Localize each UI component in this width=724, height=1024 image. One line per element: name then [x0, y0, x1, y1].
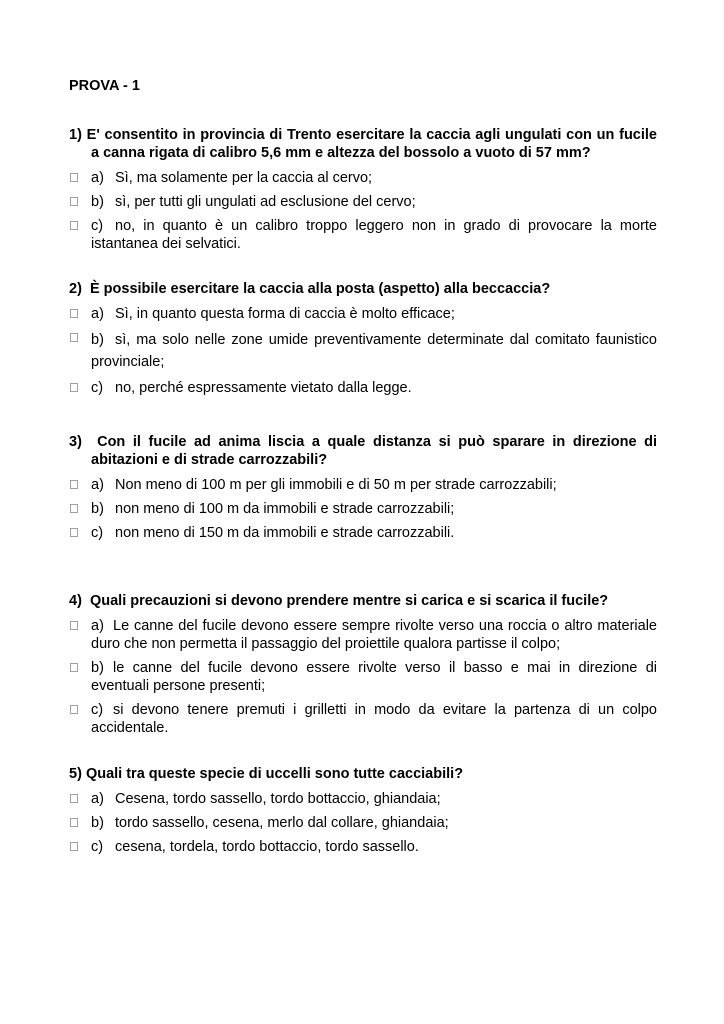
option-b[interactable]: b) sì, per tutti gli ungulati ad esclusione del cervo;: [69, 193, 657, 211]
option-b[interactable]: b) sì, ma solo nelle zone umide preventivamente determinate dal comitato faunistico provinciale;: [69, 329, 657, 373]
option-c[interactable]: c) cesena, tordela, tordo bottaccio, tordo sassello.: [69, 838, 657, 856]
checkbox-icon[interactable]: [70, 221, 78, 230]
question-text: 2) È possibile esercitare la caccia alla posta (aspetto) alla beccaccia?: [69, 281, 551, 297]
question-3: [69, 433, 657, 548]
question-4: [69, 592, 657, 743]
checkbox-icon[interactable]: [70, 383, 78, 392]
checkbox-icon[interactable]: [70, 621, 78, 630]
checkbox-icon[interactable]: [70, 309, 78, 318]
page-title: PROVA - 1: [69, 78, 140, 94]
checkbox-icon[interactable]: [70, 528, 78, 537]
checkbox-icon[interactable]: [70, 504, 78, 513]
option-b[interactable]: b) non meno di 100 m da immobili e strade carrozzabili;: [69, 500, 657, 518]
checkbox-icon[interactable]: [70, 818, 78, 827]
option-b[interactable]: b) le canne del fucile devono essere rivolte verso il basso e mai in direzione di eventuali persone presenti;: [69, 659, 657, 695]
checkbox-icon[interactable]: [70, 794, 78, 803]
question-5: [69, 765, 657, 862]
question-text: 4) Quali precauzioni si devono prendere mentre si carica e si scarica il fucile?: [69, 593, 609, 609]
option-c[interactable]: c) non meno di 150 m da immobili e strade carrozzabili.: [69, 524, 657, 542]
checkbox-icon[interactable]: [70, 197, 78, 206]
question-text: 3) Con il fucile ad anima liscia a quale distanza si può sparare in direzione di abitazioni e di strade carrozzabili?: [69, 434, 657, 468]
checkbox-icon[interactable]: [70, 842, 78, 851]
question-text: 5) Quali tra queste specie di uccelli sono tutte cacciabili?: [69, 766, 464, 782]
option-a[interactable]: a) Cesena, tordo sassello, tordo bottaccio, ghiandaia;: [69, 790, 657, 808]
option-a[interactable]: a) Sì, in quanto questa forma di caccia è molto efficace;: [69, 305, 657, 323]
option-c[interactable]: c) si devono tenere premuti i grilletti in modo da evitare la partenza di un colpo accidentale.: [69, 701, 657, 737]
question-text: 1) E' consentito in provincia di Trento esercitare la caccia agli ungulati con un fucile a canna rigata di calibro 5,6 mm e altezza del bossolo a vuoto di 57 mm?: [69, 127, 657, 161]
checkbox-icon[interactable]: [70, 333, 78, 342]
question-2: [69, 280, 657, 403]
checkbox-icon[interactable]: [70, 480, 78, 489]
option-c[interactable]: c) no, perché espressamente vietato dalla legge.: [69, 379, 657, 397]
option-a[interactable]: a) Non meno di 100 m per gli immobili e di 50 m per strade carrozzabili;: [69, 476, 657, 494]
option-a[interactable]: a) Sì, ma solamente per la caccia al cervo;: [69, 169, 657, 187]
checkbox-icon[interactable]: [70, 705, 78, 714]
option-a[interactable]: a) Le canne del fucile devono essere sempre rivolte verso una roccia o altro materiale duro che non permetta il passaggio del proiettile qualora partisse il colpo;: [69, 617, 657, 653]
question-1: [69, 126, 657, 259]
checkbox-icon[interactable]: [70, 663, 78, 672]
option-c[interactable]: c) no, in quanto è un calibro troppo leggero non in grado di provocare la morte istantanea dei selvatici.: [69, 217, 657, 253]
checkbox-icon[interactable]: [70, 173, 78, 182]
option-b[interactable]: b) tordo sassello, cesena, merlo dal collare, ghiandaia;: [69, 814, 657, 832]
